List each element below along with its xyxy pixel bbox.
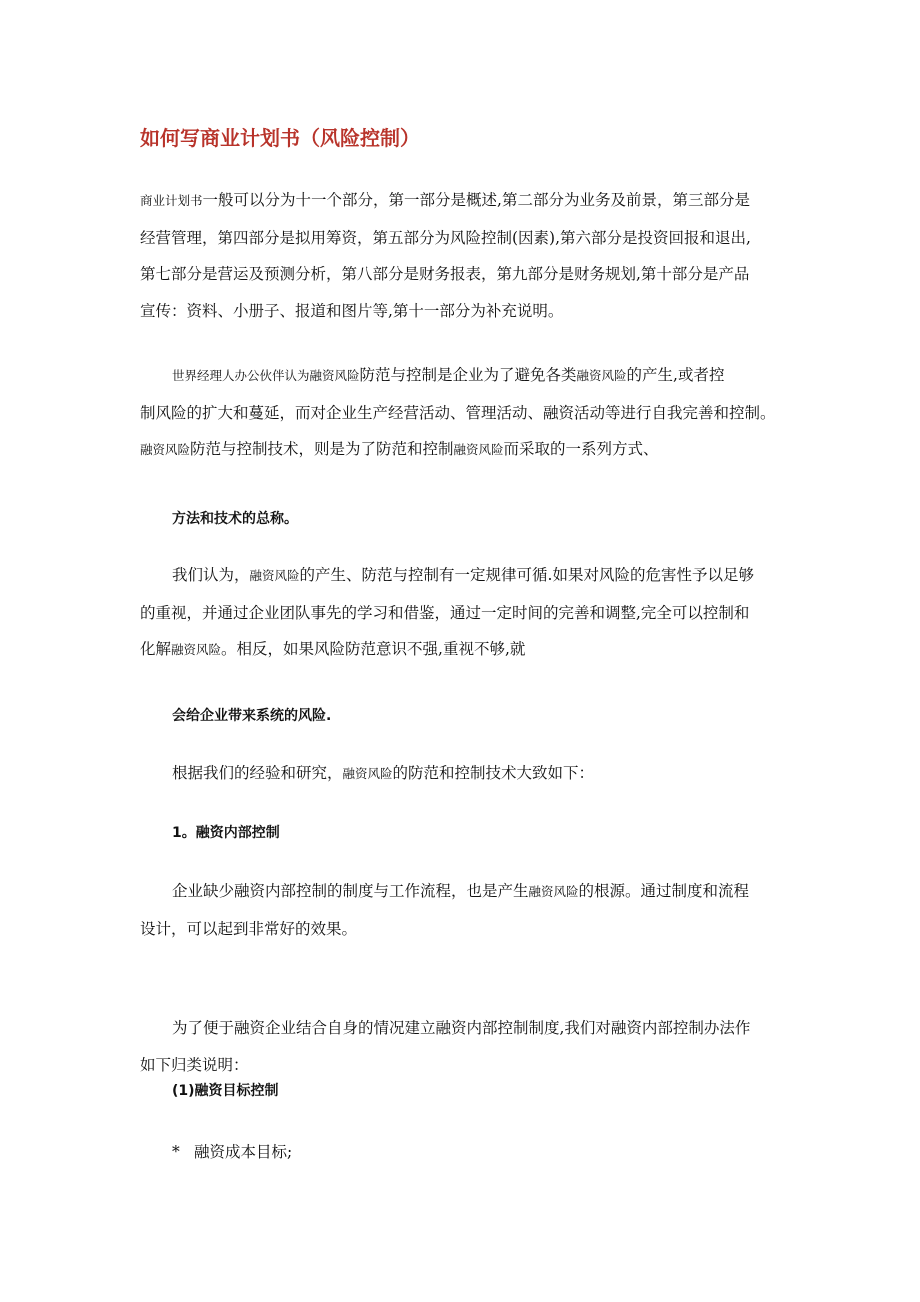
paragraph-line: 为了便于融资企业结合自身的情况建立融资内部控制制度,我们对融资内部控制办法作 <box>172 1019 751 1037</box>
bold-statement: 会给企业带来系统的风险. <box>172 708 332 724</box>
text-run: 的产生,或者控 <box>626 366 725 384</box>
text-run: 化解 <box>140 640 172 658</box>
paragraph-line: 设计，可以起到非常好的效果。 <box>140 919 358 938</box>
paragraph-line <box>140 873 790 911</box>
term-financing-risk: 融资风险 <box>171 642 222 657</box>
term-financing-risk: 融资风险 <box>140 442 191 457</box>
text-run: 的产生、防范与控制有一定规律可循.如果对风险的危害性予以足够 <box>299 566 754 584</box>
list-item-text: 融资成本目标; <box>194 1143 293 1161</box>
paragraph-line <box>140 755 790 793</box>
text-run: 的防范和控制技术大致如下： <box>392 764 595 782</box>
section-heading: 1。融资内部控制 <box>172 825 280 841</box>
paragraph-line <box>140 631 790 669</box>
text-run: 。相反，如果风险防范意识不强,重视不够,就 <box>221 640 526 658</box>
bold-statement: 方法和技术的总称。 <box>172 511 298 527</box>
term-financing-risk: 融资风险 <box>249 568 300 583</box>
paragraph-line: 制风险的扩大和蔓延，而对企业生产经营活动、管理活动、融资活动等进行自我完善和控制。 <box>140 403 776 422</box>
paragraph-line <box>140 431 790 469</box>
subsection-heading: (1)融资目标控制 <box>172 1083 279 1099</box>
paragraph-line: 宣传：资料、小册子、报道和图片等,第十一部分为补充说明。 <box>140 301 564 320</box>
text-run: 根据我们的经验和研究， <box>172 764 343 782</box>
term-source: 世界经理人办公伙伴认为融资风险 <box>172 368 360 383</box>
text-run: 而采取的一系列方式、 <box>503 440 659 458</box>
paragraph-line <box>140 357 790 395</box>
text-run: 企业缺少融资内部控制的制度与工作流程，也是产生 <box>172 882 529 900</box>
paragraph-line: 的重视，并通过企业团队事先的学习和借鉴，通过一定时间的完善和调整,完全可以控制和 <box>140 603 750 622</box>
text-run: 一般可以分为十一个部分，第一部分是概述,第二部分为业务及前景，第三部分是 <box>202 191 750 209</box>
paragraph-line <box>140 557 790 595</box>
paragraph-classification <box>140 1010 790 1083</box>
text-run: 的根源。通过制度和流程 <box>578 882 750 900</box>
paragraph-intro <box>140 755 790 793</box>
list-item <box>172 1140 292 1162</box>
paragraph-opinion <box>140 557 790 669</box>
paragraph-risk-definition <box>140 357 790 469</box>
paragraph-overview <box>140 182 790 329</box>
term-financing-risk: 融资风险 <box>453 442 504 457</box>
term-financing-risk: 融资风险 <box>528 884 579 899</box>
paragraph-internal-control <box>140 873 790 947</box>
text-run: 防范与控制技术，则是为了防范和控制 <box>190 440 454 458</box>
term-business-plan: 商业计划书 <box>140 193 203 208</box>
page-title: 如何写商业计划书（风险控制） <box>140 126 420 150</box>
asterisk-bullet-icon: * <box>172 1143 180 1161</box>
paragraph-line: 经营管理，第四部分是拟用筹资，第五部分为风险控制(因素),第六部分是投资回报和退出, <box>140 228 751 247</box>
paragraph-line: 第七部分是营运及预测分析，第八部分是财务报表，第九部分是财务规划,第十部分是产品 <box>140 265 750 283</box>
text-run: 我们认为， <box>172 566 250 584</box>
term-financing-risk: 融资风险 <box>342 766 393 781</box>
paragraph-line <box>140 182 790 220</box>
term-financing-risk: 融资风险 <box>576 368 627 383</box>
paragraph-line: 如下归类说明： <box>140 1055 249 1074</box>
text-run: 防范与控制是企业为了避免各类 <box>359 366 577 384</box>
